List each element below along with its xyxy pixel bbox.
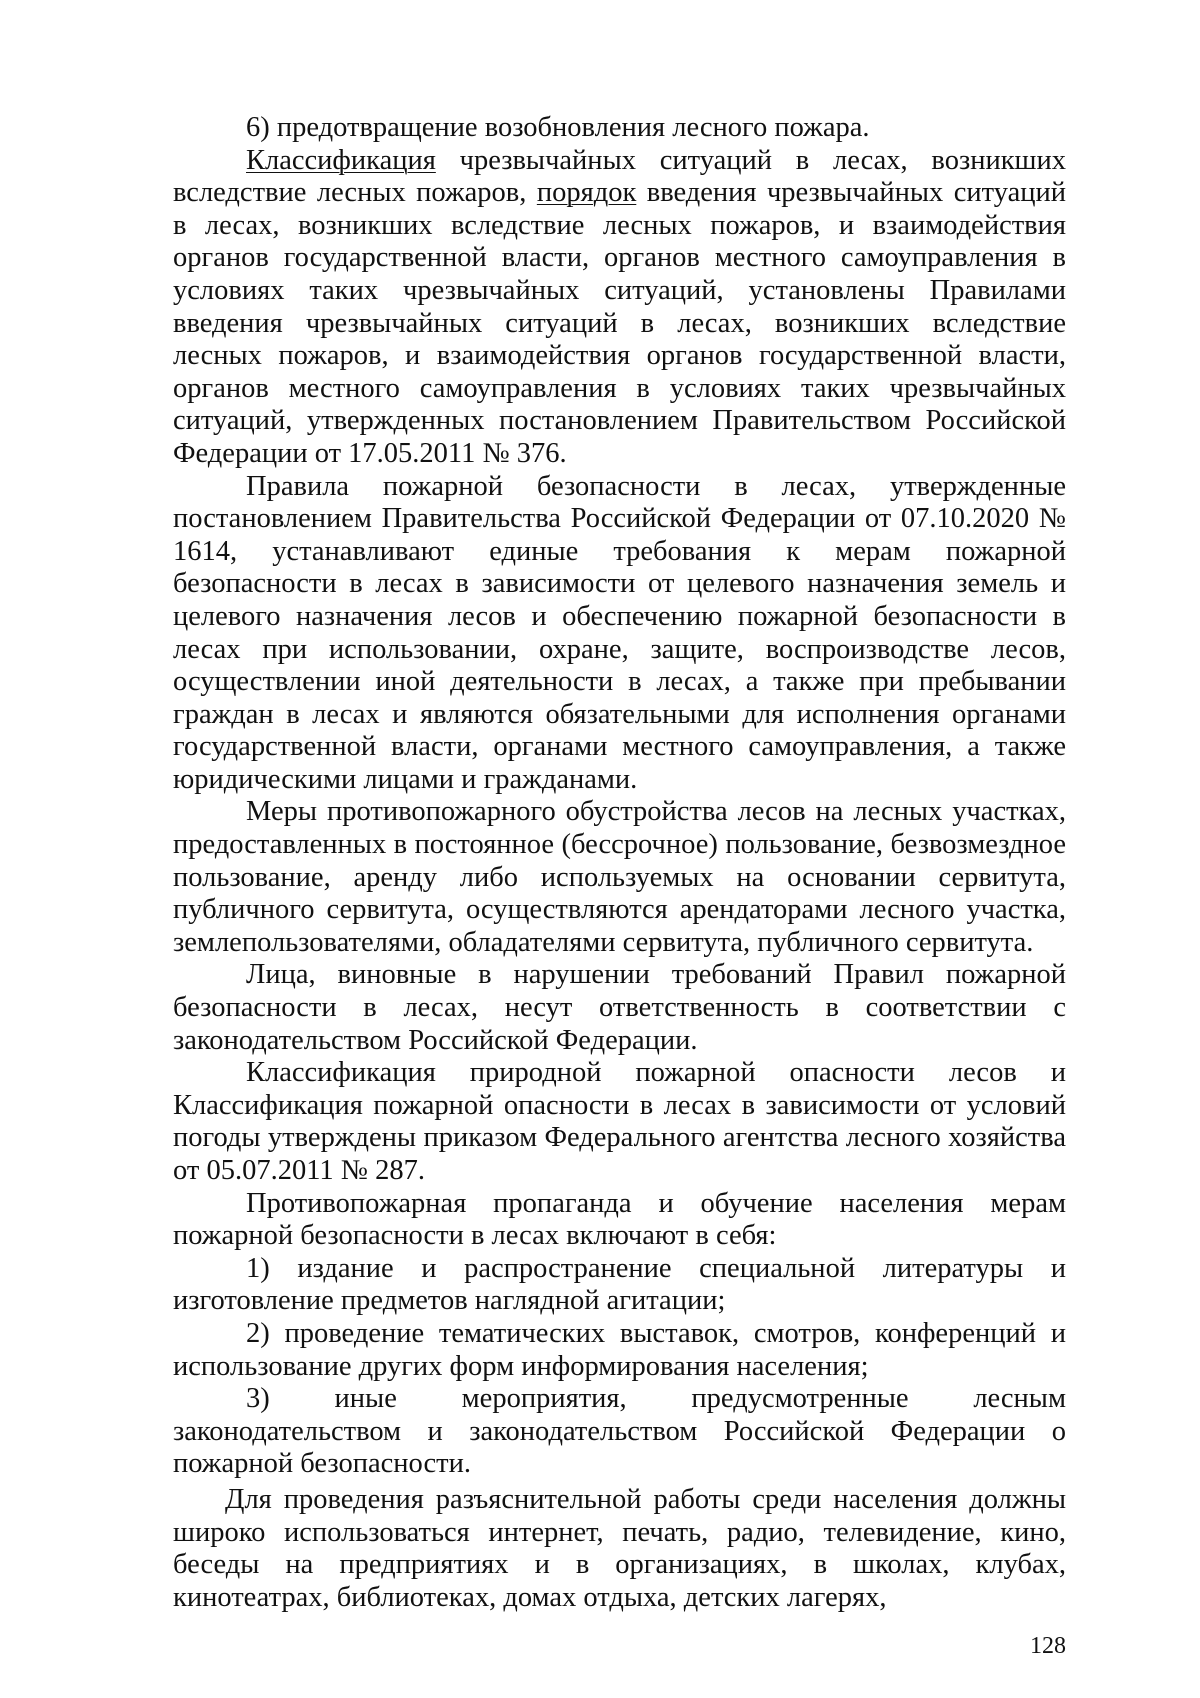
list-item-3: 3) иные мероприятия, предусмотренные лесным законодательством и законодательством Российской Федерации о пожарной безопасности. xyxy=(173,1383,1066,1480)
paragraph-text-part: чрезвычайных ситуаций в лесах, возникших вследствие лесных пожаров, xyxy=(173,144,1066,209)
list-item-2: 2) проведение тематических выставок, смотров, конференций и использование других форм информирования населения; xyxy=(173,1317,1066,1382)
page-number: 128 xyxy=(1030,1633,1066,1659)
paragraph-propaganda: Противопожарная пропаганда и обучение населения мерам пожарной безопасности в лесах включают в себя: xyxy=(173,1187,1066,1252)
list-item-1: 1) издание и распространение специальной литературы и изготовление предметов наглядной агитации; xyxy=(173,1252,1066,1317)
paragraph-outreach-work: Для проведения разъяснительной работы среди населения должны широко использоваться интернет, печать, радио, телевидение, кино, беседы на предприятиях и в организациях, в школах, клубах, кинотеатрах, библиотеках, домах отдыха, детских лагерях, xyxy=(173,1483,1066,1613)
paragraph-fire-prevention-measures: Меры противопожарного обустройства лесов на лесных участках, предоставленных в постоянное (бессрочное) пользование, безвозмездное пользование, аренду либо используемых на основании сервитута, публичного сервитута, осуществляются арендаторами лесного участка, землепользователями, обладателями сервитута, публичного сервитута. xyxy=(173,796,1066,958)
paragraph-fire-safety-rules: Правила пожарной безопасности в лесах, утвержденные постановлением Правительства Российской Федерации от 07.10.2020 № 1614, устанавливают единые требования к мерам пожарной безопасности в лесах в зависимости от целевого назначения земель и целевого назначения лесов и обеспечению пожарной безопасности в лесах при использовании, охране, защите, воспроизводстве лесов, осуществлении иной деятельности в лесах, а также при пребывании граждан в лесах и являются обязательными для исполнения органами государственной власти, органами местного самоуправления, а также юридическими лицами и гражданами. xyxy=(173,470,1066,795)
paragraph-text-part: введения чрезвычайных ситуаций в лесах, возникших вследствие лесных пожаров, и взаимодействия органов государственной власти, органов местного самоуправления в условиях таких чрезвычайных ситуаций, установлены Правилами введения чрезвычайных ситуаций в лесах, возникших вследствие лесных пожаров, и взаимодействия органов государственной власти, органов местного самоуправления в условиях таких чрезвычайных ситуаций, утвержденных постановлением Правительством Российской Федерации от 17.05.2011 № 376. xyxy=(173,177,1066,469)
procedure-link[interactable]: порядок xyxy=(536,177,637,209)
paragraph-emergency-classification xyxy=(173,145,1066,471)
paragraph-danger-classification: Классификация природной пожарной опасности лесов и Классификация пожарной опасности в лесах в зависимости от условий погоды утверждены приказом Федерального агентства лесного хозяйства от 05.07.2011 № 287. xyxy=(173,1057,1066,1186)
body-text xyxy=(173,112,1066,1614)
classification-link[interactable]: Классификация xyxy=(246,144,436,176)
paragraph-item-6: 6) предотвращение возобновления лесного пожара. xyxy=(246,112,870,143)
paragraph-liability: Лица, виновные в нарушении требований Правил пожарной безопасности в лесах, несут ответственность в соответствии с законодательством Российской Федерации. xyxy=(173,959,1066,1056)
